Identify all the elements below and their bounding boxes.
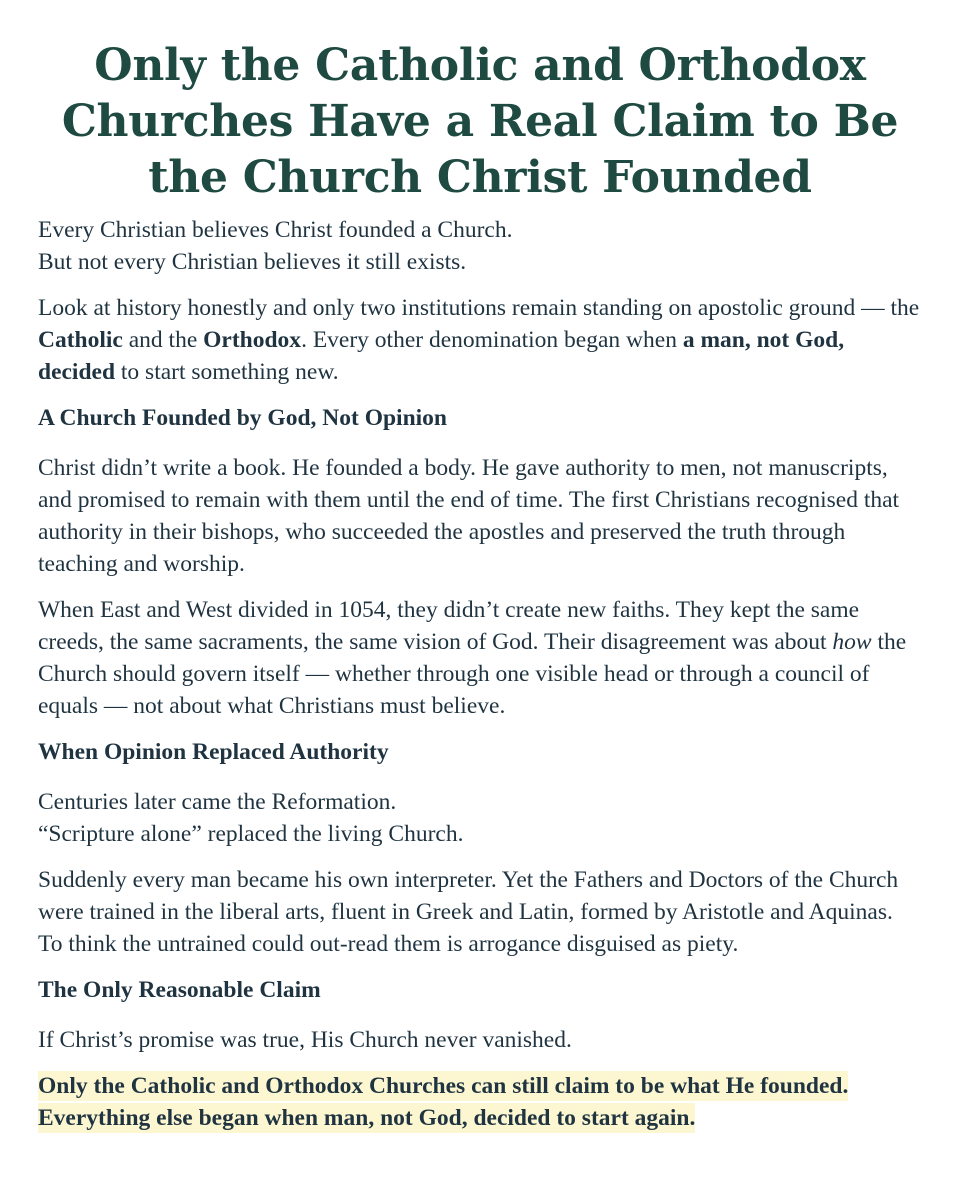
history-paragraph: [38, 292, 922, 388]
intro-line-1: Every Christian believes Christ founded a Church.: [38, 217, 513, 243]
promise-paragraph: If Christ’s promise was true, His Church never vanished.: [38, 1027, 572, 1053]
intro-line-2: But not every Christian believes it still exists.: [38, 249, 467, 275]
history-text-1: Look at history honestly and only two institutions remain standing on apostolic ground — the: [38, 295, 920, 321]
how-italic: how: [832, 629, 872, 655]
interpreter-paragraph: Suddenly every man became his own interpreter. Yet the Fathers and Doctors of the Church were trained in the liberal arts, fluent in Greek and Latin, formed by Aristotle and Aquinas. To think the untrained could out-read them is arrogance disguised as piety.: [38, 867, 899, 957]
history-text-4: to start something new.: [115, 359, 339, 385]
church-founded-paragraph: Christ didn’t write a book. He founded a body. He gave authority to men, not manuscripts, and promised to remain with them until the end of time. The first Christians recognised that authority in their bishops, who succeeded the apostles and preserved the truth through teaching and worship.: [38, 455, 900, 577]
history-text-3: . Every other denomination began when: [301, 327, 683, 353]
reformation-line-2: “Scripture alone” replaced the living Church.: [38, 821, 464, 847]
east-west-text-1: When East and West divided in 1054, they didn’t create new faiths. They kept the same creeds, the same sacraments, the same vision of God. Their disagreement was about: [38, 597, 860, 655]
conclusion-paragraph: [38, 1070, 922, 1134]
history-emphasis: a man, not God, decided: [38, 327, 845, 385]
east-west-paragraph: [38, 594, 922, 722]
section-heading-opinion-replaced: When Opinion Replaced Authority: [38, 739, 389, 765]
section-heading-church-founded: A Church Founded by God, Not Opinion: [38, 405, 447, 431]
reformation-paragraph: [38, 786, 922, 850]
catholic-bold: Catholic: [38, 327, 123, 353]
east-west-text-2: the Church should govern itself — whether through one visible head or through a council of equals — not about what Christians must believe.: [38, 629, 907, 719]
section-heading-reasonable-claim: The Only Reasonable Claim: [38, 977, 321, 1003]
intro-paragraph: [38, 214, 922, 278]
page-title: Only the Catholic and Orthodox Churches Have a Real Claim to Be the Church Christ Founded: [61, 40, 899, 203]
history-text-2: and the: [122, 327, 204, 353]
orthodox-bold: Orthodox: [203, 327, 302, 353]
highlighted-conclusion: Only the Catholic and Orthodox Churches can still claim to be what He founded. Everything else began when man, not God, decided to start again.: [38, 1073, 849, 1131]
reformation-line-1: Centuries later came the Reformation.: [38, 789, 397, 815]
